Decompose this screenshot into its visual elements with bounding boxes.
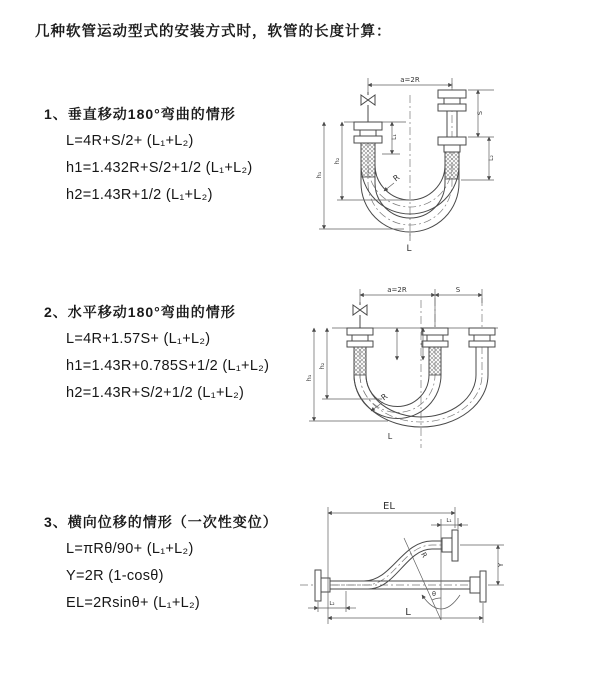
length-label: L xyxy=(406,244,412,254)
dim-label-y: Y xyxy=(497,562,505,568)
formula-h2: h2=1.43R+S/2+1/2 (L₁+L₂) xyxy=(66,385,245,401)
dim-label-s: S xyxy=(476,110,484,116)
section-3-heading: 3、横向位移的情形（一次性变位） xyxy=(44,514,278,530)
centerlines xyxy=(360,298,482,448)
dim-label-h2: h₂ xyxy=(333,157,341,165)
formula-h1: h1=1.432R+S/2+1/2 (L₁+L₂) xyxy=(66,160,253,176)
section-lateral-offset xyxy=(44,512,314,613)
formula-y: Y=2R (1-cosθ) xyxy=(66,568,164,584)
dimensions xyxy=(315,76,495,254)
formula-h2: h2=1.43R+1/2 (L₁+L₂) xyxy=(66,187,213,203)
radius-label: R xyxy=(419,551,429,560)
dim-label-el: EL xyxy=(383,501,395,512)
dim-label-h2: h₂ xyxy=(318,362,326,370)
formula-el: EL=2Rsinθ+ (L₁+L₂) xyxy=(66,595,201,611)
dim-label-h1: h₁ xyxy=(315,171,323,179)
dimensions xyxy=(305,286,482,441)
dim-label-l1: L₁ xyxy=(391,134,398,140)
valve-icon xyxy=(361,92,375,122)
page-title: 几种软管运动型式的安装方式时，软管的长度计算： xyxy=(35,24,392,40)
section-horizontal-bend xyxy=(44,302,314,403)
dim-label-l1: L₁ xyxy=(446,518,452,524)
dim-label-a2r: a=2R xyxy=(387,286,407,294)
formula-length: L=4R+1.57S+ (L₁+L₂) xyxy=(66,331,211,347)
section-vertical-bend xyxy=(44,104,314,205)
diagram-horizontal-180-bend xyxy=(300,278,600,463)
valve-icon xyxy=(353,302,367,328)
dim-label-a2r: a=2R xyxy=(400,76,420,84)
hose-and-fittings xyxy=(344,90,466,232)
formula-length: L=4R+S/2+ (L₁+L₂) xyxy=(66,133,194,149)
angle-label: θ xyxy=(432,590,436,598)
dim-label-h1: h₁ xyxy=(305,374,313,382)
dim-label-l2: L₂ xyxy=(329,601,335,607)
formula-length: L=πRθ/90+ (L₁+L₂) xyxy=(66,541,194,557)
dim-label-s: S xyxy=(455,286,461,294)
length-label: L xyxy=(387,432,393,441)
dim-label-l2: L₂ xyxy=(488,155,495,161)
diagram-lateral-offset xyxy=(296,496,596,646)
diagram-vertical-180-bend xyxy=(308,63,598,268)
radius-label: R xyxy=(379,391,390,403)
formula-h1: h1=1.43R+0.785S+1/2 (L₁+L₂) xyxy=(66,358,270,374)
section-1-heading: 1、垂直移动180°弯曲的情形 xyxy=(44,106,236,122)
length-label: L xyxy=(405,607,411,618)
radius-label: R xyxy=(391,172,402,184)
section-2-heading: 2、水平移动180°弯曲的情形 xyxy=(44,304,236,320)
hose-and-fittings xyxy=(315,530,486,602)
